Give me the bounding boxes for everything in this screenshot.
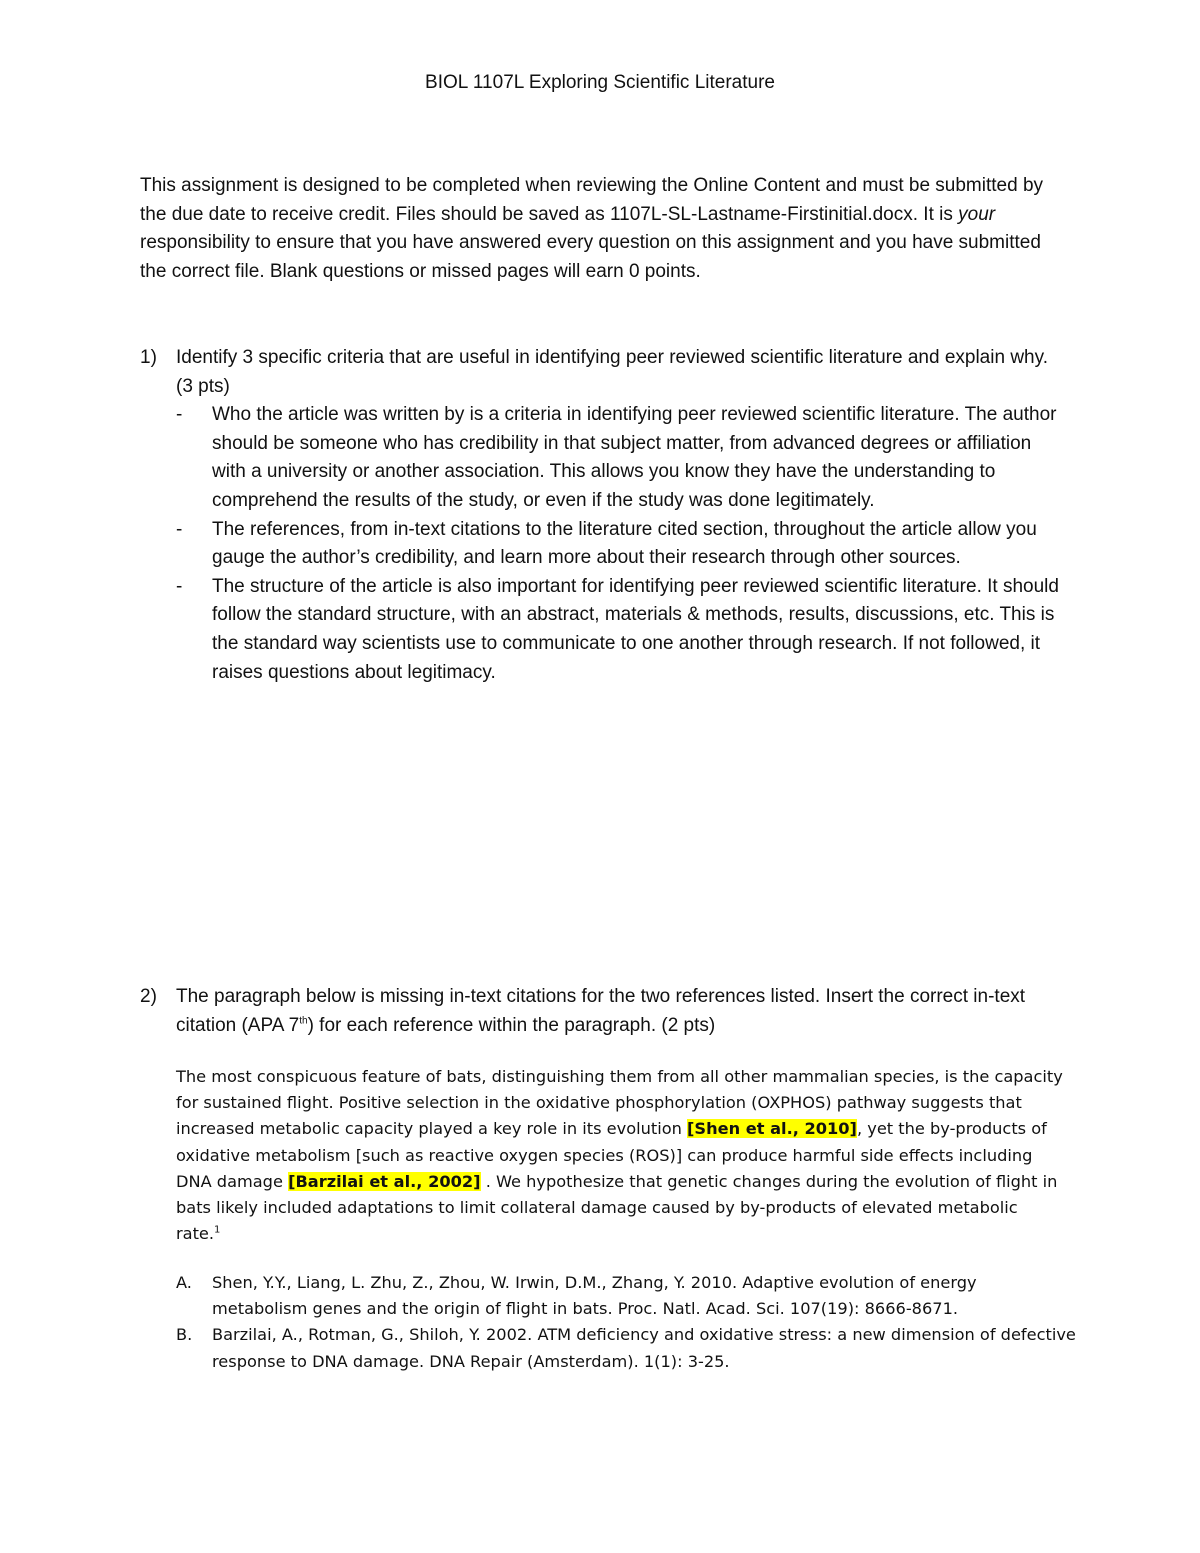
question-1-answers — [140, 401, 1070, 687]
answer-text: Who the article was written by is a criteria in identifying peer reviewed scientific literature. The author should be someone who has credibility in that subject matter, from advanced degrees or affiliation with a university or another association. This allows you know they have the understanding to comprehend the results of the study, or even if the study was done legitimately. — [212, 404, 1057, 511]
reference-text: Barzilai, A., Rotman, G., Shiloh, Y. 2002. ATM deficiency and oxidative stress: a new dimension of defective response to DNA damage. DNA Repair (Amsterdam). 1(1): 3-25. — [212, 1325, 1076, 1371]
answer-item — [140, 401, 1070, 515]
reference-letter: A. — [176, 1273, 192, 1292]
bullet-dash: - — [176, 404, 183, 426]
question-1-number: 1) — [140, 347, 157, 368]
question-2-text-b: ) for each reference within the paragraph. (2 pts) — [307, 1014, 716, 1036]
paragraph-segment-1: The most conspicuous feature of bats, distinguishing them from all other mammalian species, is the capacity for sustained flight. Positive selection in the oxidative phosphorylation (OXPHOS) pathway suggests that increased metabolic capacity played a key role in its evolution — [176, 1067, 1063, 1139]
document-title: BIOL 1107L Exploring Scientific Literature — [425, 72, 775, 93]
bullet-dash: - — [176, 518, 183, 540]
superscript-th: th — [299, 1015, 308, 1027]
question-1 — [140, 344, 1070, 687]
footnote-marker: 1 — [214, 1224, 221, 1236]
paragraph-segment-3: . We hypothesize that genetic changes during the evolution of flight in bats likely included adaptations to limit collateral damage caused by by-products of elevated metabolic rate. — [176, 1171, 1058, 1244]
answer-item — [140, 516, 1070, 573]
reference-letter: B. — [176, 1325, 193, 1345]
reference-text: Shen, Y.Y., Liang, L. Zhu, Z., Zhou, W. Irwin, D.M., Zhang, Y. 2010. Adaptive evolution of energy metabolism genes and the origin of flight in bats. Proc. Natl. Acad. Sci. 107(19): 8666-8671. — [212, 1273, 977, 1319]
question-2-text — [176, 983, 1070, 1040]
answer-text: The structure of the article is also important for identifying peer reviewed scientific literature. It should follow the standard structure, with an abstract, materials & methods, results, discussions, etc. This is the standard way scientists use to communicate to one another through research. If not followed, it raises questions about legitimacy. — [212, 575, 1059, 683]
bullet-dash: - — [176, 575, 183, 597]
citation-barzilai-highlight: [Barzilai et al., 2002] — [288, 1171, 481, 1191]
question-2 — [140, 983, 1070, 1040]
paragraph-segment-2: , yet the by-products of oxidative metabolism [such as reactive oxygen species (ROS)] can produce harmful side effects including DNA damage — [176, 1119, 1047, 1191]
answer-text: The references, from in-text citations to the literature cited section, throughout the article allow you gauge the author’s credibility, and learn more about their research through other sources. — [212, 518, 1037, 569]
reference-item — [176, 1270, 1076, 1322]
question-2-text-a: The paragraph below is missing in-text citations for the two references listed. Insert the correct in-text citation (APA 7 — [176, 986, 1026, 1036]
intro-paragraph — [140, 172, 1060, 286]
citation-paragraph — [176, 1064, 1066, 1247]
answer-item — [140, 573, 1070, 687]
question-2-number: 2) — [140, 986, 157, 1007]
citation-shen-highlight: [Shen et al., 2010] — [687, 1119, 857, 1139]
reference-list — [176, 1270, 1076, 1375]
question-1-text: Identify 3 specific criteria that are useful in identifying peer reviewed scientific literature and explain why. (3 pts) — [176, 347, 1048, 397]
reference-item — [176, 1322, 1076, 1374]
intro-emphasis: your — [958, 203, 996, 225]
intro-text-2: responsibility to ensure that you have answered every question on this assignment and you have submitted the correct file. Blank questions or missed pages will earn 0 points. — [140, 232, 1041, 282]
intro-text-1: This assignment is designed to be completed when reviewing the Online Content and must be submitted by the due date to receive credit. Files should be saved as 1107L-SL-Lastname-Firstinitial.docx. It is — [140, 175, 1044, 225]
